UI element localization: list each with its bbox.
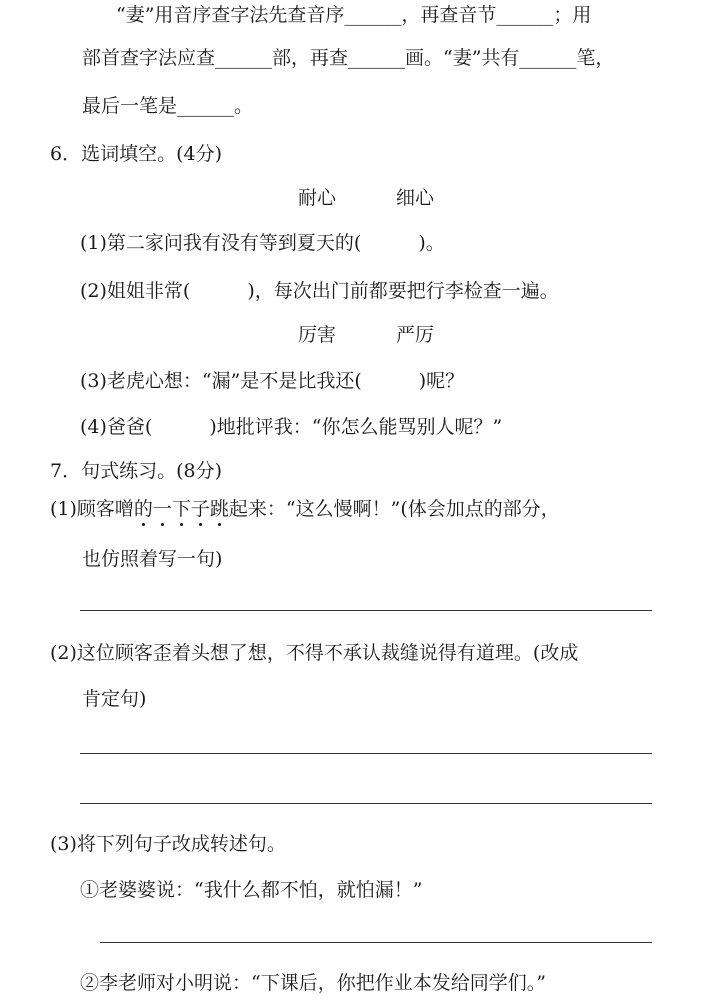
- word-choice: 严厉: [396, 324, 435, 346]
- emphasis-dot: [180, 523, 183, 526]
- q6-item-4: (4)爸爸( )地批评我：“你怎么能骂别人呢？”: [80, 416, 503, 438]
- q5-line-2: 部首查字法应查______部，再查______画。“妻”共有______笔，: [82, 47, 615, 69]
- emphasis-dot: [199, 523, 202, 526]
- answer-line[interactable]: [80, 610, 652, 611]
- q7-item-1-line-1: (1)顾客噌的一下子跳起来：“这么慢啊！”(体会加点的部分，: [50, 498, 560, 520]
- q6-item-2: (2)姐姐非常( )，每次出门前都要把行李检查一遍。: [80, 280, 559, 302]
- answer-line[interactable]: [80, 753, 652, 754]
- q6-word-choices-2: [298, 322, 434, 348]
- q7-heading: 7．句式练习。(8分): [50, 460, 223, 482]
- q7-item-2-line-1: (2)这位顾客歪着头想了想，不得不承认裁缝说得有道理。(改成: [50, 642, 579, 664]
- q7-item-3-heading: (3)将下列句子改成转述句。: [50, 833, 286, 855]
- q7-item-2-line-2: 肯定句): [82, 688, 147, 710]
- q5-line-3: 最后一笔是______。: [82, 95, 254, 117]
- q6-item-1: (1)第二家问我有没有等到夏天的( )。: [80, 232, 445, 254]
- answer-line[interactable]: [80, 803, 652, 804]
- word-choice: 细心: [396, 187, 435, 209]
- q6-word-choices-1: [298, 185, 434, 211]
- q5-line-1: “妻”用音序查字法先查音序______，再查音节______；用: [116, 4, 592, 26]
- q7-item-3-sub-2: ②李老师对小明说：“下课后，你把作业本发给同学们。”: [80, 972, 546, 994]
- q7-item-1-line-2: 也仿照着写一句): [82, 548, 223, 570]
- word-choice: 耐心: [298, 187, 337, 209]
- q6-heading: 6．选词填空。(4分): [50, 143, 223, 165]
- emphasis-dot: [161, 523, 164, 526]
- q7-item-3-sub-1: ①老婆婆说：“我什么都不怕，就怕漏！”: [80, 879, 423, 901]
- word-choice: 厉害: [298, 324, 337, 346]
- q6-item-3: (3)老虎心想：“漏”是不是比我还( )呢？: [80, 370, 465, 392]
- emphasis-dot: [142, 523, 145, 526]
- emphasis-dot: [218, 523, 221, 526]
- answer-line[interactable]: [100, 942, 652, 943]
